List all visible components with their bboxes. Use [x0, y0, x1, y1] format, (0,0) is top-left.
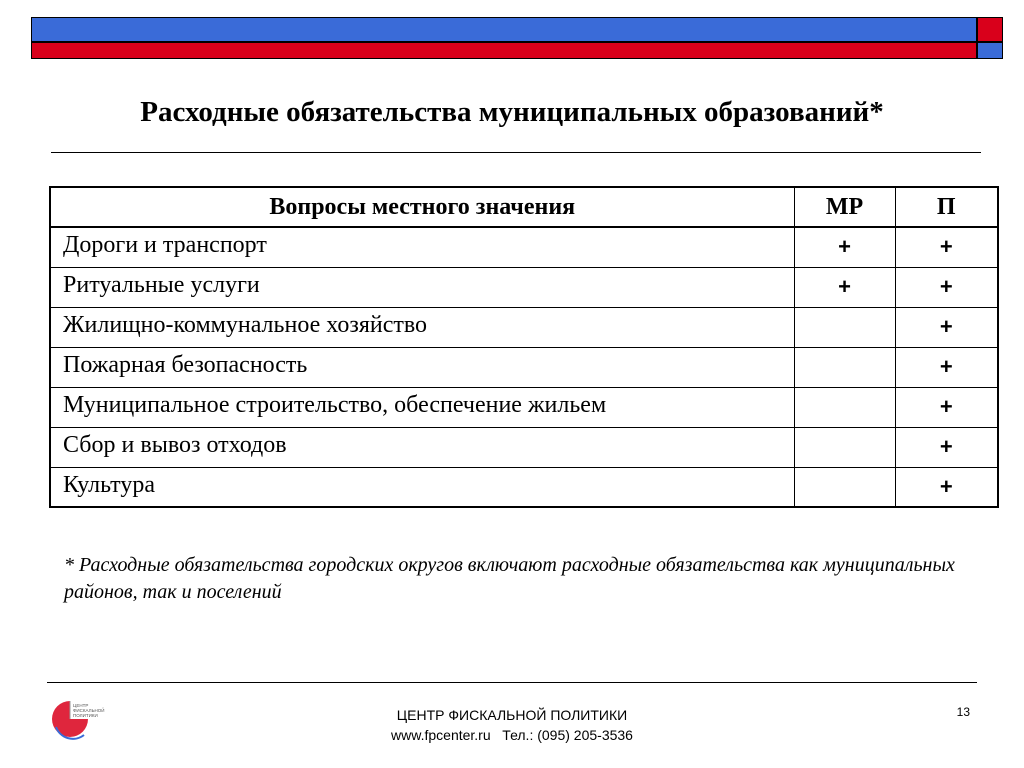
logo-text-line: ЦЕНТР: [73, 703, 89, 708]
row-mr-mark: +: [794, 267, 895, 307]
logo-text-line: ФИСКАЛЬНОЙ: [73, 708, 105, 713]
header-blue-square: [977, 42, 1003, 59]
row-mr-mark: [794, 387, 895, 427]
table-row: [50, 347, 998, 387]
row-mr-mark: [794, 347, 895, 387]
header-p: П: [895, 187, 998, 227]
row-label: Дороги и транспорт: [50, 227, 794, 267]
row-mr-mark: [794, 307, 895, 347]
row-p-mark: +: [895, 427, 998, 467]
row-label: Ритуальные услуги: [50, 267, 794, 307]
logo-text-line: ПОЛИТИКИ: [73, 713, 98, 718]
header-blue-bar: [31, 17, 977, 42]
row-mr-mark: +: [794, 227, 895, 267]
row-label: Культура: [50, 467, 794, 507]
table-row: [50, 267, 998, 307]
table-row: [50, 307, 998, 347]
row-label: Пожарная безопасность: [50, 347, 794, 387]
table-header-row: [50, 187, 998, 227]
row-mr-mark: [794, 427, 895, 467]
header-issues: Вопросы местного значения: [50, 187, 794, 227]
row-p-mark: +: [895, 267, 998, 307]
table-row: [50, 387, 998, 427]
table-row: [50, 427, 998, 467]
row-p-mark: +: [895, 227, 998, 267]
table-row: [50, 227, 998, 267]
row-p-mark: +: [895, 467, 998, 507]
title-divider: [51, 152, 981, 153]
fiscal-policy-center-logo: [50, 697, 110, 743]
footnote: * Расходные обязательства городских округов включают расходные обязательства как муниципальных районов, так и поселений: [64, 554, 955, 603]
footer-organization: ЦЕНТР ФИСКАЛЬНОЙ ПОЛИТИКИ: [396, 707, 628, 723]
footer-contact: www.fpcenter.ru Тел.: (095) 205-3536: [391, 727, 633, 743]
responsibilities-table-container: [49, 186, 997, 508]
row-p-mark: +: [895, 307, 998, 347]
row-label: Муниципальное строительство, обеспечение жильем: [50, 387, 794, 427]
row-label: Жилищно-коммунальное хозяйство: [50, 307, 794, 347]
responsibilities-table: [49, 186, 999, 508]
row-label: Сбор и вывоз отходов: [50, 427, 794, 467]
page-number: 13: [956, 705, 970, 719]
table-row: [50, 467, 998, 507]
footer-divider: [47, 682, 977, 683]
row-p-mark: +: [895, 387, 998, 427]
header-mr: МР: [794, 187, 895, 227]
row-p-mark: +: [895, 347, 998, 387]
header-red-bar: [31, 42, 977, 59]
slide-title: Расходные обязательства муниципальных образований*: [140, 96, 884, 128]
footer-info: [312, 705, 712, 745]
header-red-square: [977, 17, 1003, 42]
row-mr-mark: [794, 467, 895, 507]
